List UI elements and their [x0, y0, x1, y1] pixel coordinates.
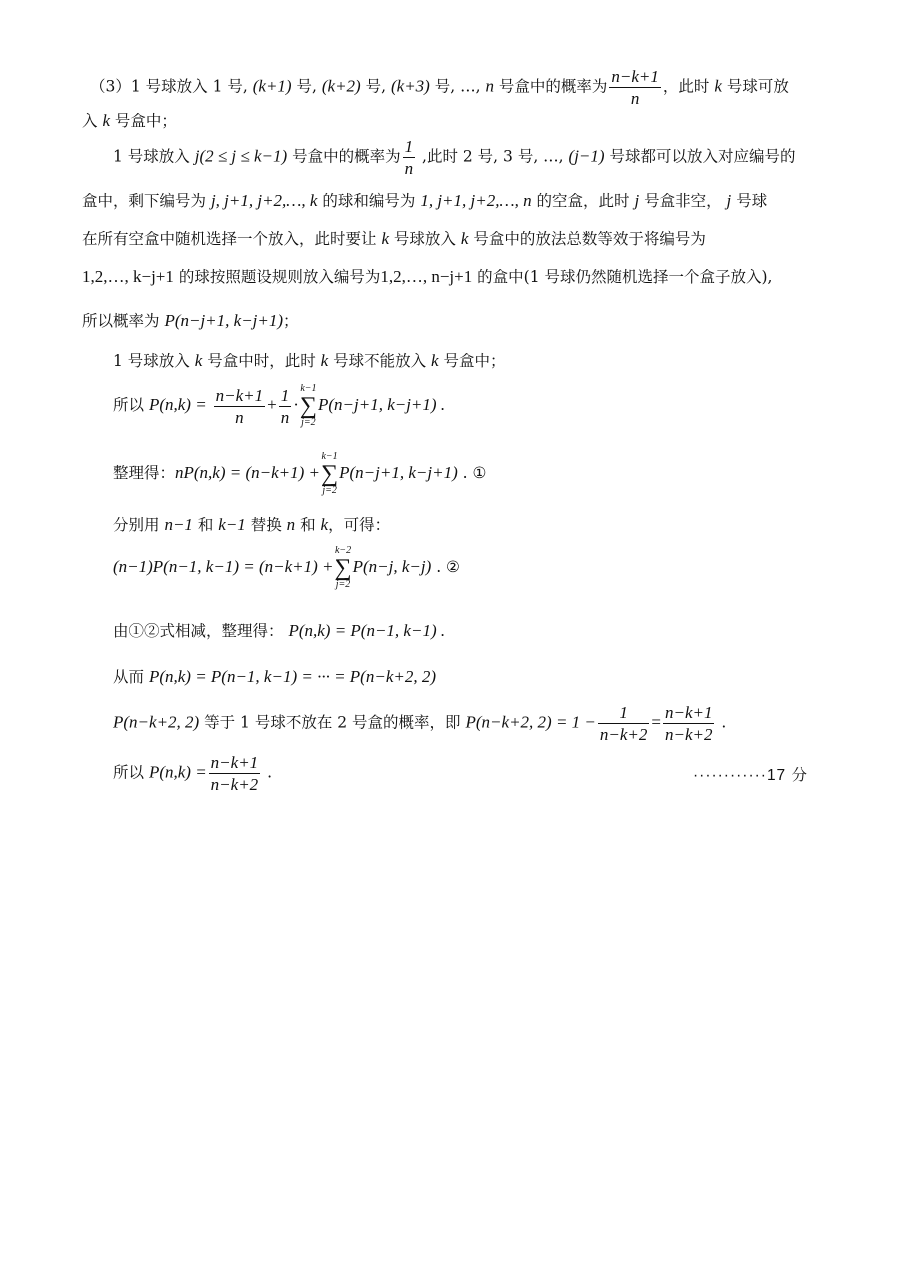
text: 整理得：: [113, 464, 176, 482]
text: ；: [283, 312, 299, 330]
text: 的球和编号为: [317, 192, 421, 210]
fraction: [609, 68, 661, 107]
line-5: [82, 230, 706, 248]
text: 由①②式相减，整理得：: [113, 622, 289, 640]
text: . ①: [457, 464, 487, 482]
math: P(n−j, k−j): [352, 557, 432, 576]
numerator: 1: [598, 704, 650, 724]
sum-lower: j=2: [322, 485, 337, 496]
fraction: [279, 387, 292, 426]
text: 号,: [291, 77, 322, 96]
math: P(n−j+1, k−j+1): [339, 463, 458, 482]
text: （3）1 号球放入 1 号,: [90, 77, 253, 96]
text: 1 号球放入: [113, 147, 195, 166]
math: k: [460, 229, 469, 248]
denominator: n: [235, 407, 244, 427]
math: (n−1)P(n−1, k−1) = (n−k+1) +: [113, 557, 334, 576]
math: n−1: [164, 515, 193, 534]
text: ,此时 2 号, 3 号, …,: [417, 147, 569, 166]
text: 号,: [360, 77, 391, 96]
math: P(n,k) =: [148, 762, 207, 782]
math: k: [431, 351, 439, 370]
text: 号盒中时，此时: [202, 352, 321, 370]
math: n: [286, 515, 296, 534]
sigma-symbol: ∑: [321, 461, 339, 487]
text: 号球: [731, 192, 768, 210]
line-9-formula: [113, 384, 445, 428]
sum-lower: j=2: [335, 579, 351, 590]
math: +: [267, 395, 277, 414]
text: 号球不能放入: [328, 352, 432, 370]
math: k: [381, 229, 389, 248]
math: n: [485, 76, 494, 96]
math: =: [651, 712, 661, 732]
fraction: [209, 754, 261, 793]
math: j: [726, 191, 732, 210]
line-13: [113, 622, 445, 640]
math: j(2 ≤ j ≤ k−1): [194, 146, 288, 166]
fraction: [663, 704, 715, 743]
line-6: [82, 268, 773, 286]
text: 替换: [245, 516, 287, 534]
text: 号盒中的概率为: [287, 147, 401, 166]
text: .: [716, 713, 727, 732]
numerator: n−k+1: [210, 753, 259, 772]
line-10-formula: [113, 452, 486, 496]
numerator: n−k+1: [664, 703, 713, 722]
denominator: n−k+2: [664, 725, 713, 744]
text: . ②: [431, 558, 460, 576]
text: 号盒中的概率为: [493, 77, 608, 96]
math: k−1: [218, 515, 246, 534]
denominator: n: [630, 89, 640, 108]
line-15-formula: [113, 704, 726, 743]
text: 号球都可以放入对应编号的: [604, 147, 796, 166]
text: 号球可放: [721, 77, 789, 96]
math: P(n,k) = P(n−1, k−1) = ··· = P(n−k+2, 2): [148, 667, 436, 686]
text: 的球按照题设规则放入编号为: [173, 268, 381, 286]
math: (k+1): [252, 76, 292, 96]
sigma-symbol: ∑: [334, 555, 352, 581]
math: (j−1): [568, 146, 605, 166]
math: ·: [293, 395, 299, 414]
fraction: [403, 138, 416, 177]
math: k: [194, 351, 203, 370]
text: 1 号球放入: [113, 352, 195, 370]
numerator: 1: [280, 385, 290, 405]
math: P(n,k) = P(n−1, k−1) .: [288, 621, 446, 640]
math: 1, j+1, j+2,…, n: [420, 191, 532, 210]
text: 号球放入: [388, 230, 461, 248]
text: 所以: [113, 763, 149, 782]
denominator: n−k+2: [210, 775, 259, 794]
sigma-symbol: ∑: [299, 393, 317, 419]
text: 分别用: [113, 516, 165, 534]
sum-lower: j=2: [301, 417, 316, 428]
math: P(n−j+1, k−j+1) .: [317, 395, 446, 414]
math: k: [714, 76, 722, 96]
text: 号盒中；: [109, 112, 177, 130]
math: 1,2,…, n−j+1: [380, 267, 473, 286]
text: 的盒中(1 号球仍然随机选择一个盒子放入),: [472, 268, 773, 286]
math: k: [102, 111, 110, 130]
line-2: [82, 112, 177, 130]
fraction: [598, 704, 650, 743]
math: P(n−k+2, 2) = 1 −: [465, 712, 596, 732]
math: j: [634, 191, 640, 210]
text: ，此时: [662, 77, 715, 96]
math: (k+3): [390, 76, 430, 96]
math: P(n−j+1, k−j+1): [164, 311, 284, 330]
text: 号盒中；: [438, 352, 506, 370]
text: 的空盒，此时: [531, 192, 635, 210]
text: .: [262, 763, 273, 782]
numerator: n−k+1: [611, 67, 659, 86]
denominator: n: [280, 407, 290, 427]
sum-upper: k−1: [300, 383, 317, 394]
math: P(n−k+2, 2): [113, 712, 200, 732]
line-14: [113, 668, 436, 686]
math: nP(n,k) = (n−k+1) +: [175, 463, 321, 482]
math: 1,2,…, k−j+1: [82, 267, 174, 286]
text: 号盒非空，: [639, 192, 727, 210]
math: P(n,k) =: [148, 395, 207, 414]
numerator: 1: [404, 137, 414, 156]
line-11: [113, 516, 390, 534]
line-3: [113, 138, 796, 177]
summation: [335, 546, 352, 590]
text: 号盒中的放法总数等效于将编号为: [468, 230, 706, 248]
text: ，可得：: [328, 516, 391, 534]
denominator: n: [404, 159, 414, 178]
text: 等于 1 号球不放在 2 号盒的概率，即: [199, 713, 466, 732]
math: k: [320, 351, 329, 370]
text: 所以概率为: [82, 312, 165, 330]
summation: [300, 384, 317, 428]
denominator: n−k+2: [599, 725, 648, 744]
line-1: [90, 68, 789, 107]
summation: [321, 452, 338, 496]
line-7: [82, 312, 299, 330]
line-4: [82, 192, 767, 210]
sum-upper: k−2: [334, 545, 352, 556]
math: j, j+1, j+2,…, k: [210, 191, 318, 210]
text: 所以: [113, 396, 149, 414]
text: 盒中，剩下编号为: [82, 192, 211, 210]
text: 和: [192, 516, 219, 534]
text: 从而: [113, 668, 149, 686]
text: 在所有空盒中随机选择一个放入，此时要让: [82, 230, 382, 248]
text: 和: [295, 516, 321, 534]
numerator: n−k+1: [215, 385, 264, 405]
line-8: [113, 352, 506, 370]
fraction: [214, 387, 266, 426]
score-marker: ············17 分: [693, 767, 808, 784]
line-16-formula: [113, 754, 272, 793]
text: 号, …,: [429, 77, 486, 96]
text: 入: [82, 112, 103, 130]
sum-upper: k−1: [321, 451, 338, 462]
line-12-formula: [113, 546, 460, 590]
math: (k+2): [321, 76, 361, 96]
math: k: [320, 515, 329, 534]
